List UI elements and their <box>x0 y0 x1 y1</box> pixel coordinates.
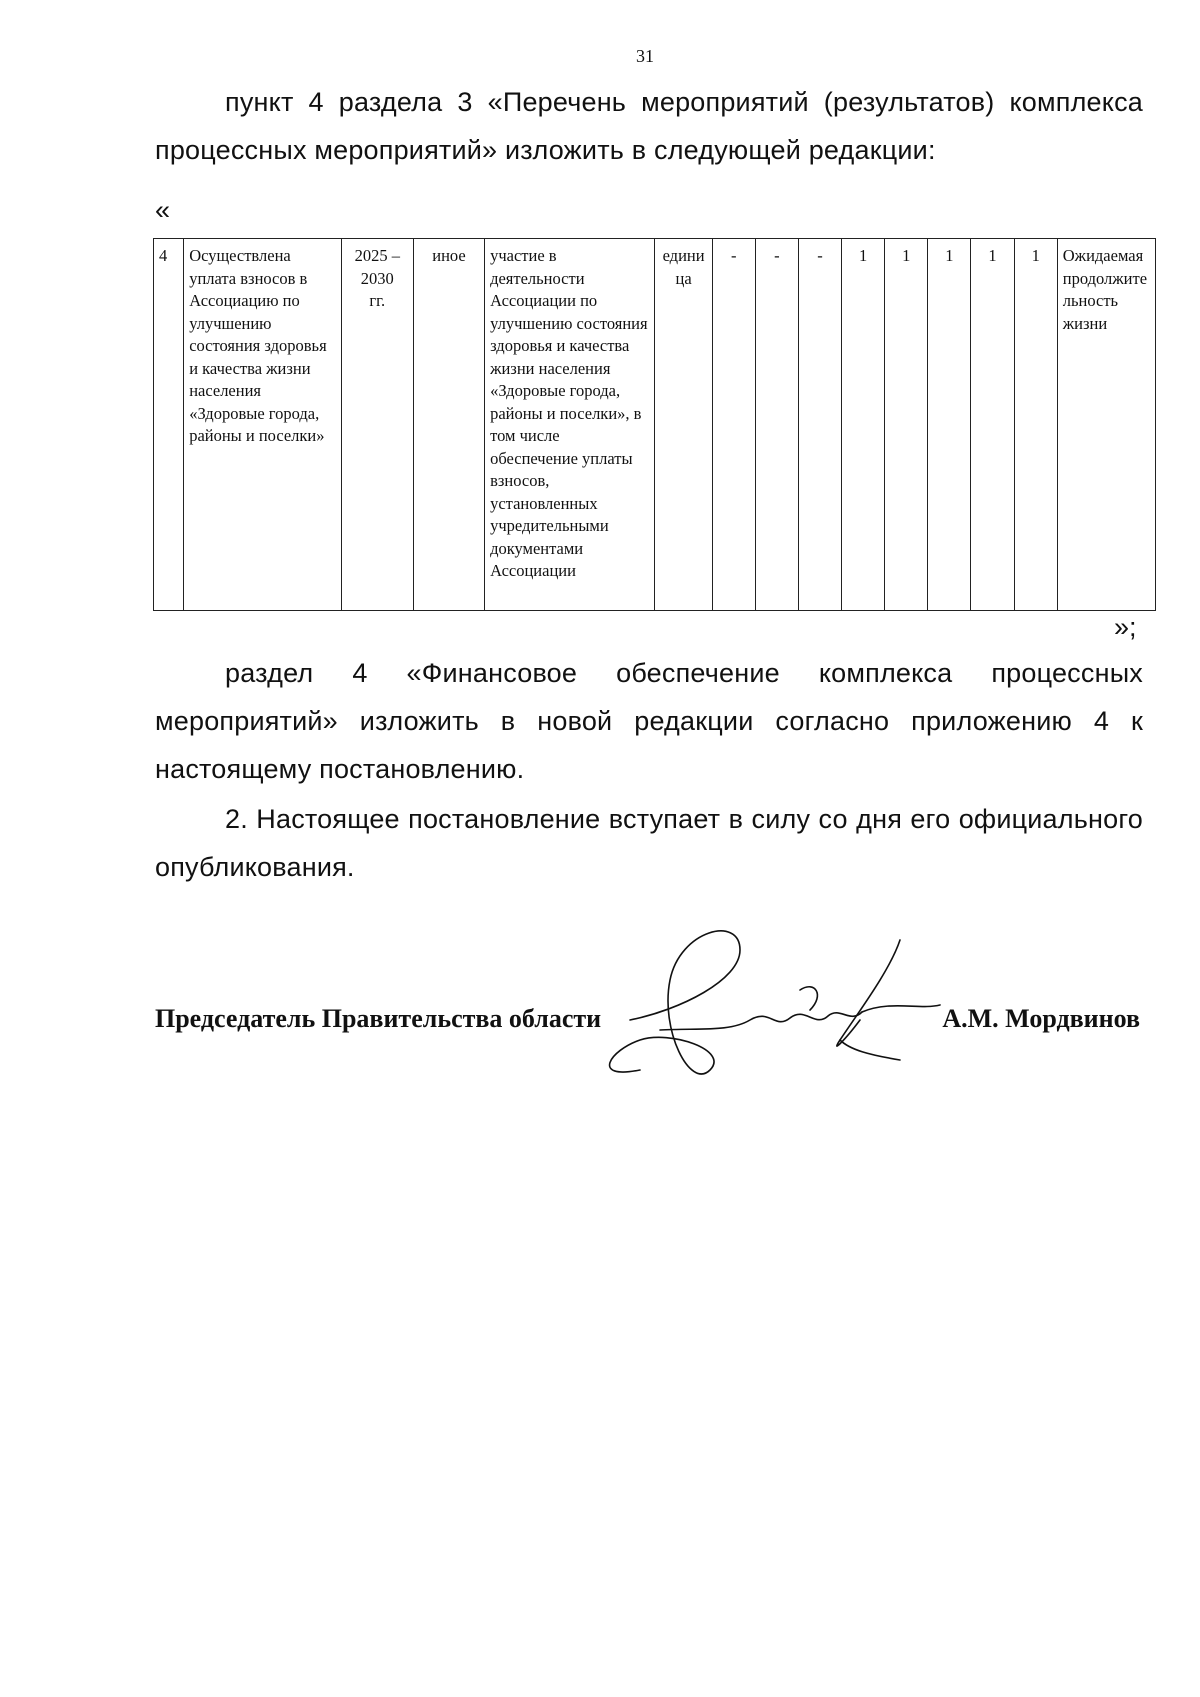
value-cell: - <box>712 239 755 611</box>
value-cell: - <box>755 239 798 611</box>
period-start: 2025 – <box>354 246 400 265</box>
value-cell: - <box>798 239 841 611</box>
value-cell: 1 <box>885 239 928 611</box>
amendment-intro-paragraph <box>155 78 1143 174</box>
value-cell: 1 <box>842 239 885 611</box>
period-unit: гг. <box>369 291 386 310</box>
result-type-cell: иное <box>413 239 484 611</box>
period-cell <box>341 239 413 611</box>
entry-into-force-text: 2. Настоящее постановление вступает в силу со дня его официального опубликования. <box>155 804 1143 882</box>
amendment-intro-text: пункт 4 раздела 3 «Перечень мероприятий (результатов) комплекса процессных мероприятий» изложить в следующей редакции: <box>155 87 1143 165</box>
signer-name: А.М. Мордвинов <box>942 1004 1140 1033</box>
section4-text: раздел 4 «Финансовое обеспечение комплекса процессных мероприятий» изложить в новой редакции согласно приложению 4 к настоящему постановлению. <box>155 658 1143 784</box>
unit-cell: единица <box>655 239 712 611</box>
opening-quote: « <box>155 195 171 225</box>
signer-position: Председатель Правительства области <box>155 1004 602 1033</box>
value-cell: 1 <box>1014 239 1057 611</box>
result-name-cell: Осуществлена уплата взносов в Ассоциацию по улучшению состояния здоровья и качества жизни населения «Здоровые города, районы и поселки» <box>184 239 341 611</box>
handwritten-signature <box>600 920 960 1120</box>
closing-quote: »; <box>1114 612 1137 642</box>
value-cell: 1 <box>971 239 1014 611</box>
value-cell: 1 <box>928 239 971 611</box>
result-description-cell: участие в деятельности Ассоциации по улучшению состояния здоровья и качества жизни населения «Здоровые города, районы и поселки», в том числе обеспечение уплаты взносов, установленных учредительными документами Ассоциации <box>485 239 655 611</box>
row-number-cell: 4 <box>154 239 184 611</box>
table-row <box>154 239 1156 611</box>
page-number: 31 <box>636 46 654 66</box>
measures-table <box>153 238 1156 611</box>
section4-paragraph <box>155 649 1143 793</box>
entry-into-force-paragraph <box>155 795 1143 891</box>
period-end: 2030 <box>360 268 394 288</box>
linked-indicator-cell: Ожидаемая продолжительность жизни <box>1057 239 1155 611</box>
